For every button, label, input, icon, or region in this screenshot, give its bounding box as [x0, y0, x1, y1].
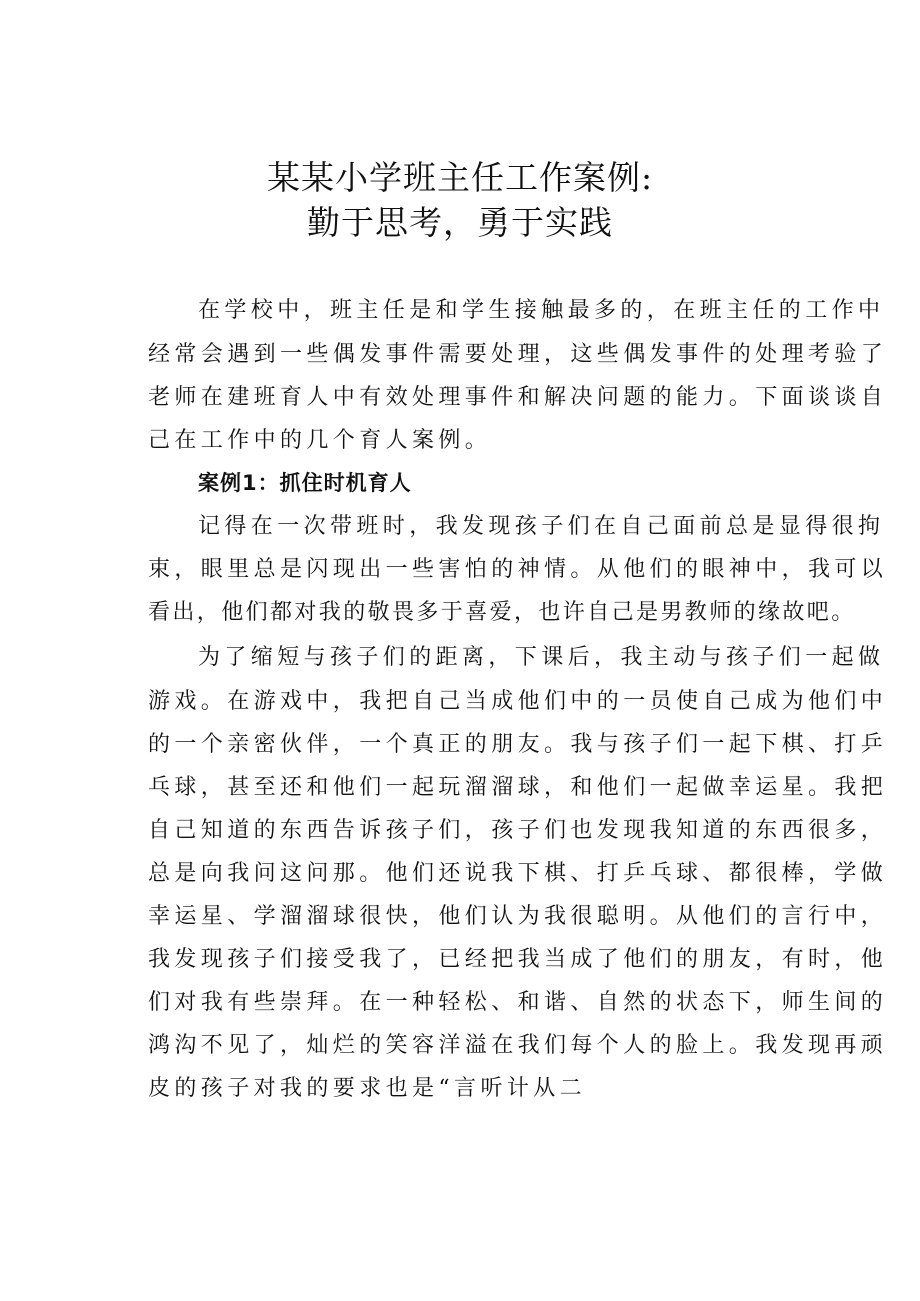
- case-1-paragraph-2-line: 总是向我问这问那。他们还说我下棋、打乒乓球、都很棒，学做: [148, 861, 888, 886]
- intro-line: 老师在建班育人中有效处理事件和解决问题的能力。下面谈谈自: [148, 385, 888, 410]
- case-1-paragraph-2-line: 幸运星、学溜溜球很快，他们认为我很聪明。从他们的言行中，: [148, 904, 888, 929]
- case-1-paragraph-2-line: 我发现孩子们接受我了，已经把我当成了他们的朋友，有时，他: [148, 947, 888, 972]
- case-1-paragraph-1-line: 束，眼里总是闪现出一些害怕的神情。从他们的眼神中，我可以: [148, 557, 888, 582]
- case-1-paragraph-2-line: 鸿沟不见了，灿烂的笑容洋溢在我们每个人的脸上。我发现再顽: [148, 1033, 888, 1058]
- document-title-line-2: 勤于思考，勇于实践: [307, 203, 613, 242]
- case-1-paragraph-2-line: 乓球，甚至还和他们一起玩溜溜球，和他们一起做幸运星。我把: [148, 775, 888, 800]
- intro-line: 己在工作中的几个育人案例。: [148, 428, 492, 453]
- intro-line: 在学校中，班主任是和学生接触最多的，在班主任的工作中: [198, 298, 885, 323]
- case-1-paragraph-2-line: 的一个亲密伙伴，一个真正的朋友。我与孩子们一起下棋、打乒: [148, 732, 888, 757]
- case-1-paragraph-1-line: 记得在一次带班时，我发现孩子们在自己面前总是显得很拘: [198, 514, 885, 539]
- case-1-paragraph-2-line: 为了缩短与孩子们的距离，下课后，我主动与孩子们一起做: [198, 645, 885, 670]
- case-1-paragraph-1-line: 看出，他们都对我的敬畏多于喜爱，也许自己是男教师的缘故吧。: [148, 600, 856, 625]
- case-1-paragraph-2-line: 皮的孩子对我的要求也是“言听计从二: [148, 1076, 587, 1101]
- case-1-paragraph-2-line: 们对我有些崇拜。在一种轻松、和谐、自然的状态下，师生间的: [148, 990, 888, 1015]
- case-1-heading: 案例1：抓住时机育人: [198, 471, 412, 495]
- case-1-paragraph-2-line: 游戏。在游戏中，我把自己当成他们中的一员使自己成为他们中: [148, 689, 888, 714]
- case-1-paragraph-2-line: 自己知道的东西告诉孩子们，孩子们也发现我知道的东西很多，: [148, 818, 888, 843]
- document-title-line-1: 某某小学班主任工作案例:: [266, 158, 654, 197]
- intro-line: 经常会遇到一些偶发事件需要处理，这些偶发事件的处理考验了: [148, 342, 888, 367]
